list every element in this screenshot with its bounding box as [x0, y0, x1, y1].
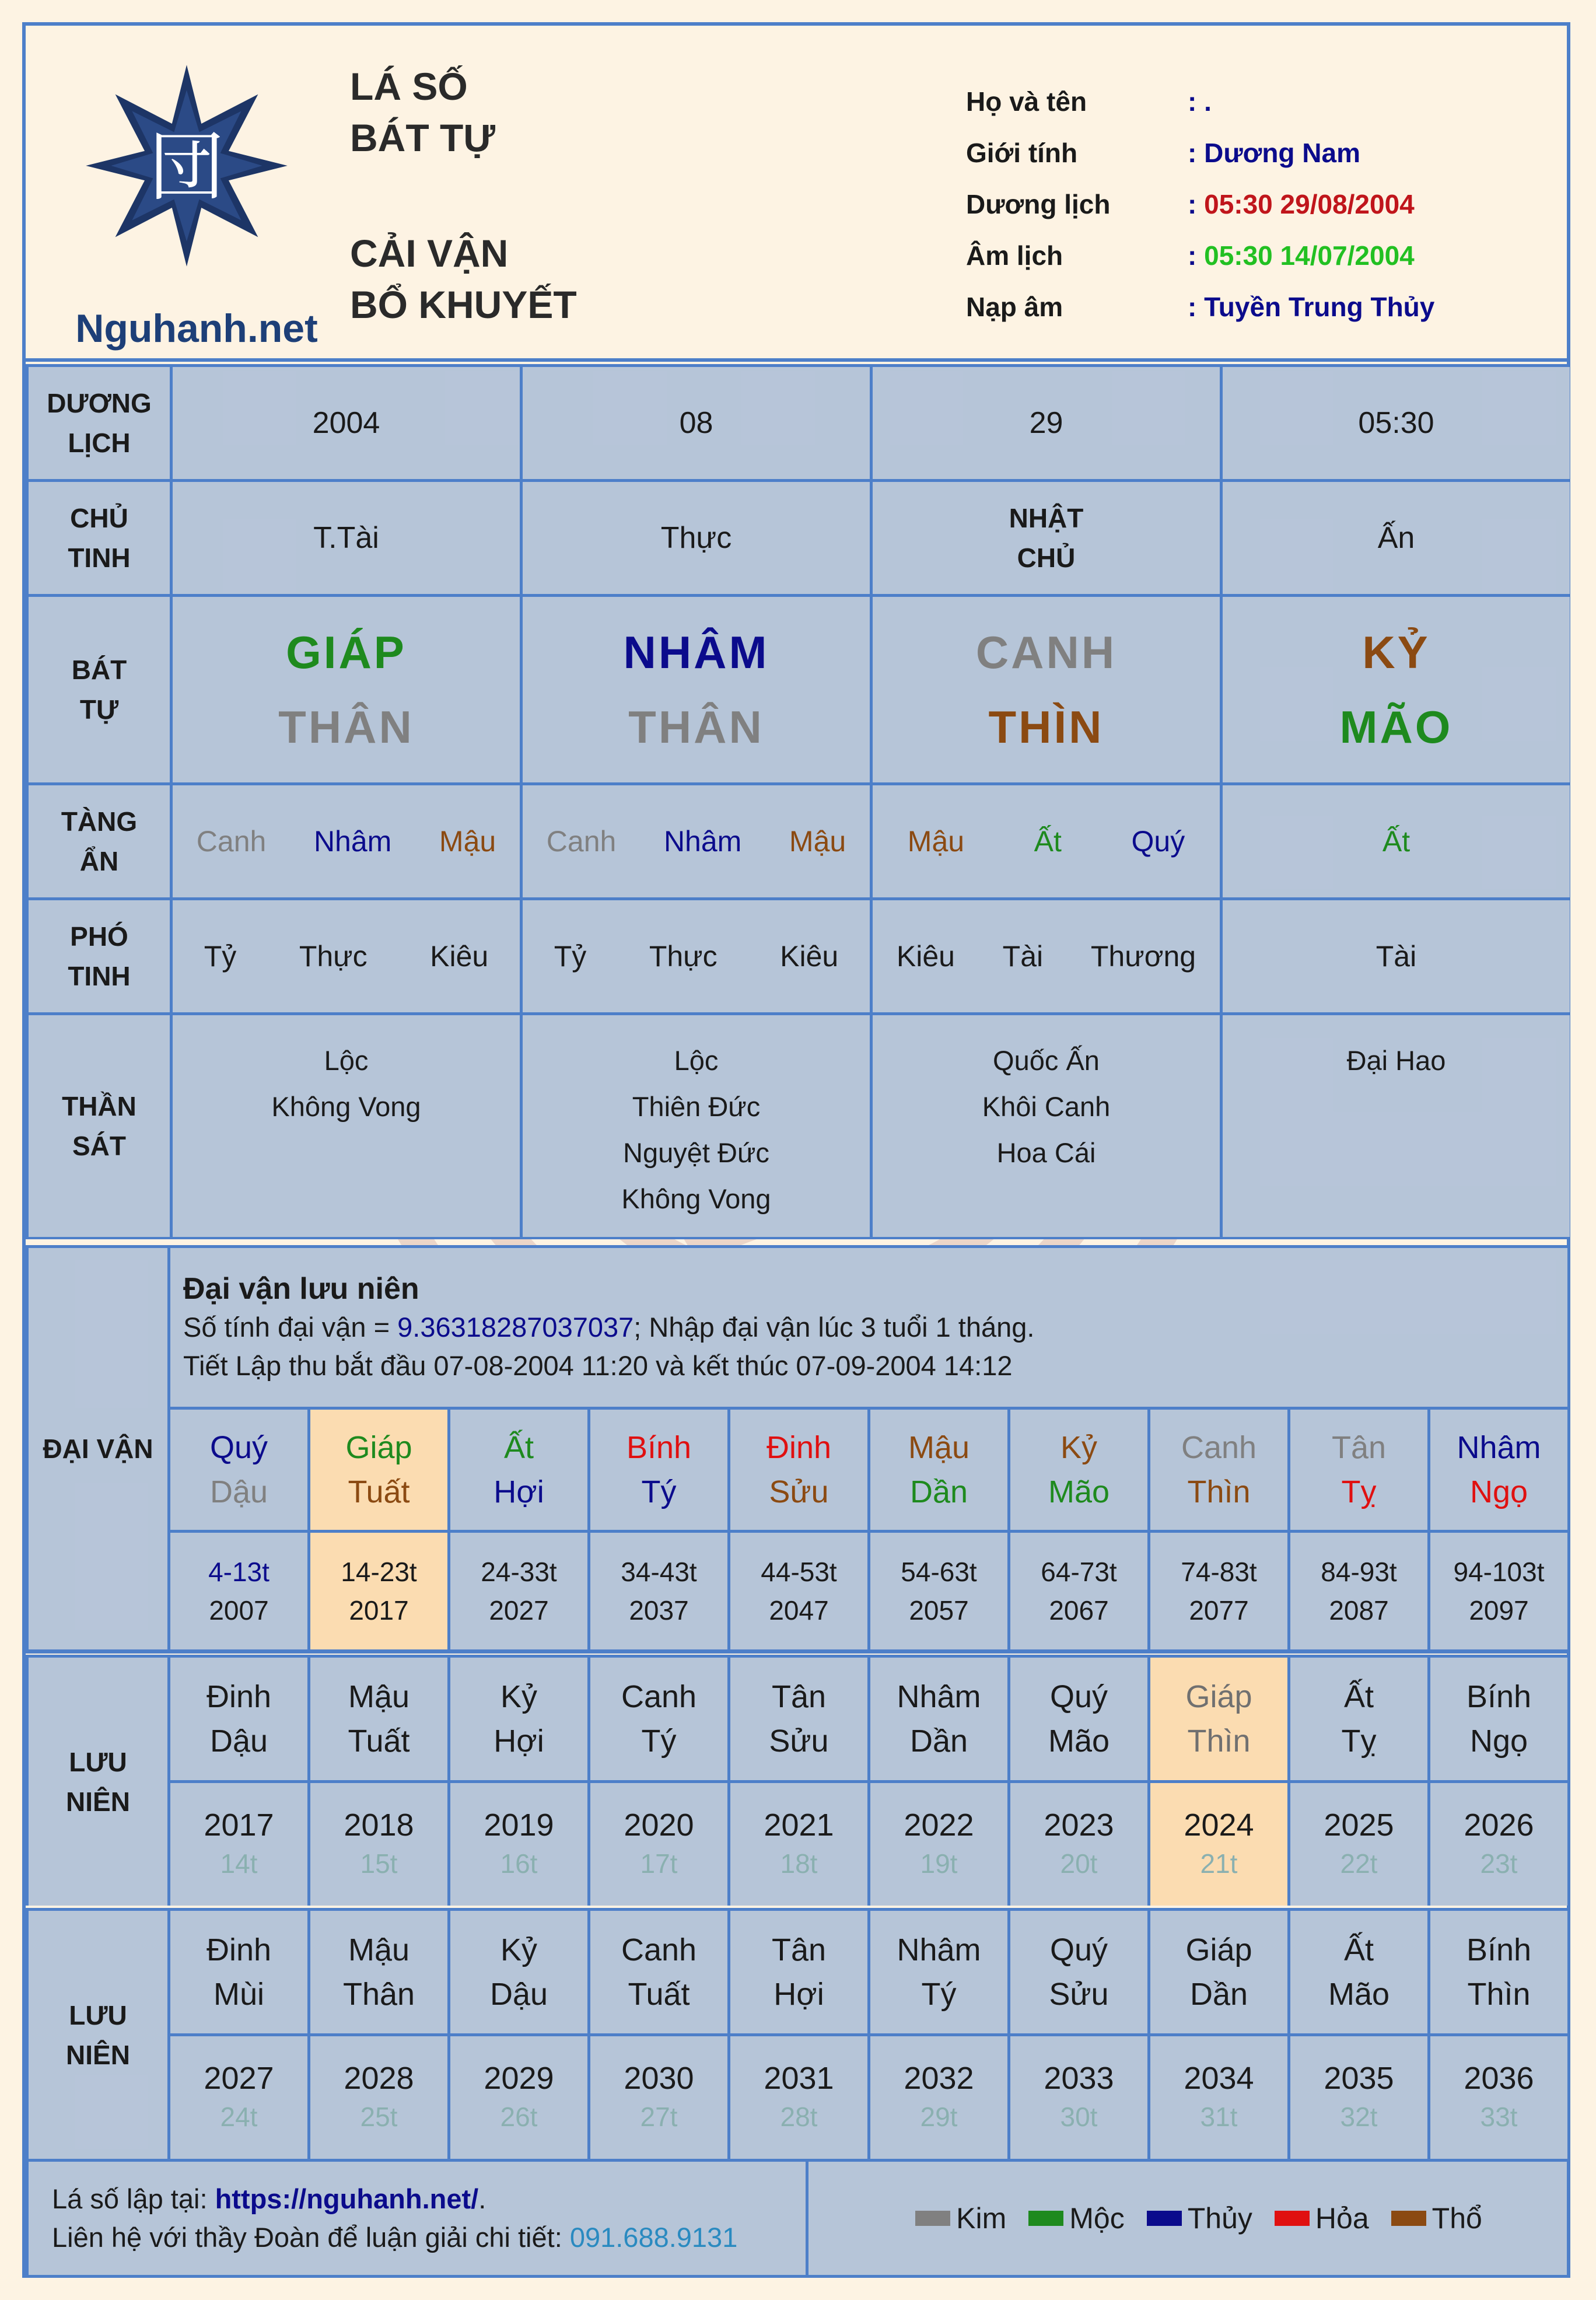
luu-nien-can: Bính: [1466, 1679, 1532, 1714]
title-line-3: CẢI VẬN: [350, 232, 509, 275]
dai-van-can: Kỷ: [1060, 1430, 1098, 1465]
dai-van-can: Mậu: [908, 1430, 970, 1465]
luu-nien-year-cell: [1290, 1783, 1427, 1906]
luu-nien-year: 2028: [344, 2061, 414, 2096]
dai-van-age-cell: [310, 1533, 447, 1649]
luu-nien-chi: Mùi: [213, 1977, 264, 2012]
legend-label: Mộc: [1069, 2202, 1125, 2235]
bat-tu-hour: KỶ MÃO: [1223, 597, 1570, 782]
footer-phone[interactable]: 091.688.9131: [569, 2222, 738, 2253]
luu-nien-age: 22t: [1340, 1848, 1378, 1879]
luu-nien-cell: [1010, 1658, 1147, 1780]
bat-tu-month: NHÂM THÂN: [523, 597, 870, 782]
luu-nien-year: 2036: [1464, 2061, 1534, 2096]
luu-nien-chi: Hợi: [774, 1977, 824, 2012]
luu-nien-can: Quý: [1049, 1679, 1108, 1714]
luu-nien-age: 17t: [640, 1848, 678, 1879]
dai-van-cell: [170, 1410, 307, 1530]
luu-nien-can: Canh: [621, 1679, 697, 1714]
luu-nien-year-cell: [450, 2036, 587, 2159]
luu-nien-age: 30t: [1060, 2102, 1098, 2132]
dai-van-title: Đại vận lưu niên: [183, 1272, 419, 1306]
label-bat-tu: BÁT TỰ: [29, 597, 170, 782]
luu-nien-year: 2023: [1044, 1808, 1114, 1843]
luu-nien-age: 29t: [920, 2102, 958, 2132]
luu-nien-age: 23t: [1480, 1848, 1518, 1879]
luu-nien-can: Nhâm: [897, 1932, 981, 1967]
label-pho-tinh: PHÓ TINH: [29, 900, 170, 1012]
dai-van-can: Ất: [503, 1430, 534, 1465]
label-luu-nien-2: LƯU NIÊN: [29, 1911, 167, 2159]
luu-nien-can: Ất: [1343, 1932, 1374, 1967]
luu-nien-year-cell: [1150, 2036, 1287, 2159]
luu-nien-year: 2017: [204, 1808, 274, 1843]
luu-nien-chi: Dậu: [209, 1724, 268, 1759]
legend-label: Kim: [956, 2202, 1007, 2235]
dai-van-cell: [730, 1410, 867, 1530]
luu-nien-cell: [870, 1911, 1007, 2033]
dai-van-line1: Số tính đại vận = 9.36318287037037; Nhập đại vận lúc 3 tuổi 1 tháng.: [183, 1312, 1035, 1343]
date-hour: 05:30: [1223, 367, 1570, 479]
luu-nien-cell: [1150, 1658, 1287, 1780]
dai-van-year: 2097: [1469, 1595, 1529, 1626]
label-chu-tinh: CHỦ TINH: [29, 482, 170, 594]
footer-text: [29, 2162, 806, 2275]
dai-van-line2: Tiết Lập thu bắt đầu 07-08-2004 11:20 và kết thúc 07-09-2004 14:12: [183, 1350, 1013, 1381]
lunar-colon: :: [1188, 240, 1197, 271]
dai-van-age: 14-23t: [341, 1557, 417, 1587]
luu-nien-chi: Dần: [1189, 1977, 1248, 2012]
luu-nien-chi: Tý: [921, 1977, 957, 2012]
luu-nien-table-1: [26, 1655, 1567, 1906]
dai-van-chi: Tý: [641, 1474, 677, 1509]
name-value: : .: [1188, 86, 1212, 117]
dai-van-age-cell: [1290, 1533, 1427, 1649]
luu-nien-year-cell: [310, 1783, 447, 1906]
gender-label: Giới tính: [966, 138, 1078, 168]
luu-nien-year-cell: [450, 1783, 587, 1906]
dai-van-age-cell: [870, 1533, 1007, 1649]
dai-van-cell: [1430, 1410, 1567, 1530]
dai-van-can: Canh: [1181, 1430, 1257, 1465]
luu-nien-year-cell: [1010, 1783, 1147, 1906]
dai-van-chi: Tỵ: [1341, 1474, 1377, 1509]
label-than-sat: THẦN SÁT: [29, 1015, 170, 1237]
dai-van-cell: [870, 1410, 1007, 1530]
luu-nien-age: 31t: [1200, 2102, 1238, 2132]
date-year: 2004: [173, 367, 520, 479]
luu-nien-year-cell: [590, 2036, 727, 2159]
luu-nien-cell: [1290, 1911, 1427, 2033]
luu-nien-cell: [170, 1658, 307, 1780]
footer-line2: Liên hệ với thầy Đoàn để luận giải chi tiết: 091.688.9131: [52, 2222, 738, 2253]
luu-nien-year-cell: [870, 1783, 1007, 1906]
luu-nien-can: Bính: [1466, 1932, 1532, 1967]
luu-nien-year: 2030: [624, 2061, 694, 2096]
dai-van-can: Đinh: [766, 1430, 832, 1465]
luu-nien-cell: [1430, 1911, 1567, 2033]
info-panel: [966, 76, 1434, 333]
napam-label: Nạp âm: [966, 292, 1063, 322]
tang-an-month: Canh Nhâm Mậu: [523, 785, 870, 897]
dai-van-age-cell: [1430, 1533, 1567, 1649]
luu-nien-chi: Tỵ: [1341, 1724, 1377, 1759]
luu-nien-cell: [590, 1658, 727, 1780]
legend-label: Thổ: [1432, 2202, 1482, 2235]
luu-nien-age: 26t: [500, 2102, 538, 2132]
luu-nien-can: Kỷ: [500, 1932, 538, 1967]
luu-nien-chi: Tuất: [628, 1977, 690, 2012]
tang-an-day: Mậu Ất Quý: [873, 785, 1220, 897]
luu-nien-age: 28t: [780, 2102, 818, 2132]
dai-van-chi: Thìn: [1187, 1474, 1251, 1509]
dai-van-age: 74-83t: [1181, 1557, 1257, 1587]
dai-van-cell: [450, 1410, 587, 1530]
label-tang-an: TÀNG ẨN: [29, 785, 170, 897]
dai-van-age-cell: [1010, 1533, 1147, 1649]
dai-van-age: 44-53t: [761, 1557, 837, 1587]
chu-tinh-hour: Ấn: [1223, 482, 1570, 594]
luu-nien-chi: Thìn: [1187, 1724, 1251, 1759]
luu-nien-year: 2022: [904, 1808, 974, 1843]
luu-nien-year-cell: [870, 2036, 1007, 2159]
than-sat-hour: Đại Hao: [1223, 1015, 1570, 1237]
chu-tinh-year: T.Tài: [173, 482, 520, 594]
dai-van-year: 2077: [1189, 1595, 1249, 1626]
luu-nien-can: Nhâm: [897, 1679, 981, 1714]
luu-nien-can: Đinh: [206, 1932, 272, 1967]
luu-nien-year-cell: [170, 2036, 307, 2159]
date-day: 29: [873, 367, 1220, 479]
dai-van-cell: [310, 1410, 447, 1530]
dai-van-year: 2017: [349, 1595, 409, 1626]
luu-nien-chi: Thìn: [1467, 1977, 1531, 2012]
dai-van-year: 2047: [769, 1595, 829, 1626]
dai-van-cell: [1290, 1410, 1427, 1530]
luu-nien-can: Tân: [771, 1679, 827, 1714]
luu-nien-chi: Tuất: [348, 1724, 410, 1759]
pho-tinh-hour: Tài: [1223, 900, 1570, 1012]
luu-nien-year-cell: [1010, 2036, 1147, 2159]
gender-value: : Dương Nam: [1188, 138, 1361, 168]
luu-nien-cell: [1010, 1911, 1147, 2033]
than-sat-day: Quốc Ấn Khôi Canh Hoa Cái: [873, 1015, 1220, 1237]
luu-nien-can: Đinh: [206, 1679, 272, 1714]
luu-nien-year: 2035: [1324, 2061, 1394, 2096]
footer: [26, 2159, 1567, 2278]
luu-nien-year: 2020: [624, 1808, 694, 1843]
dai-van-age: 54-63t: [901, 1557, 977, 1587]
luu-nien-year: 2033: [1044, 2061, 1114, 2096]
label-dai-van: ĐẠI VẬN: [29, 1248, 167, 1649]
luu-nien-chi: Dậu: [489, 1977, 548, 2012]
bat-tu-year: GIÁP THÂN: [173, 597, 520, 782]
dai-van-age: 34-43t: [621, 1557, 697, 1587]
dai-van-can: Bính: [626, 1430, 692, 1465]
luu-nien-year: 2027: [204, 2061, 274, 2096]
luu-nien-age: 18t: [780, 1848, 818, 1879]
dai-van-year: 2087: [1329, 1595, 1389, 1626]
luu-nien-age: 21t: [1200, 1848, 1238, 1879]
luu-nien-age: 32t: [1340, 2102, 1378, 2132]
luu-nien-can: Ất: [1343, 1679, 1374, 1714]
luu-nien-year: 2024: [1184, 1808, 1254, 1843]
dai-van-table: [26, 1245, 1567, 1654]
luu-nien-year-cell: [1430, 1783, 1567, 1906]
dai-van-chi: Hợi: [494, 1474, 544, 1509]
dai-van-chi: Dần: [909, 1474, 968, 1509]
luu-nien-cell: [310, 1911, 447, 2033]
dai-van-chi: Mão: [1048, 1474, 1110, 1509]
dai-van-cell: [1150, 1410, 1287, 1530]
luu-nien-year-cell: [730, 1783, 867, 1906]
luu-nien-age: 16t: [500, 1848, 538, 1879]
site-name[interactable]: Nguhanh.net: [75, 306, 318, 351]
solar-colon: :: [1188, 189, 1197, 219]
footer-url-link[interactable]: https://nguhanh.net/: [215, 2183, 479, 2214]
luu-nien-chi: Sửu: [1049, 1977, 1109, 2012]
luu-nien-year-cell: [1430, 2036, 1567, 2159]
legend-swatch-icon: [1275, 2211, 1310, 2226]
dai-van-year: 2057: [909, 1595, 969, 1626]
luu-nien-year: 2026: [1464, 1808, 1534, 1843]
luu-nien-table-2: [26, 1908, 1567, 2159]
luu-nien-chi: Tý: [641, 1724, 677, 1759]
dai-van-year: 2007: [209, 1595, 269, 1626]
pho-tinh-day: Kiêu Tài Thương: [873, 900, 1220, 1012]
luu-nien-chi: Mão: [1328, 1977, 1390, 2012]
dai-van-chi: Tuất: [348, 1474, 410, 1509]
luu-nien-age: 33t: [1480, 2102, 1518, 2132]
label-luu-nien-1: LƯU NIÊN: [29, 1658, 167, 1906]
dai-van-can: Nhâm: [1457, 1430, 1541, 1465]
luu-nien-chi: Dần: [909, 1724, 968, 1759]
dai-van-year: 2037: [629, 1595, 689, 1626]
dai-van-year: 2027: [489, 1595, 549, 1626]
dai-van-chi: Ngọ: [1469, 1474, 1528, 1509]
pho-tinh-year: Tỷ Thực Kiêu: [173, 900, 520, 1012]
luu-nien-year-cell: [170, 1783, 307, 1906]
luu-nien-cell: [450, 1658, 587, 1780]
legend-label: Hỏa: [1315, 2202, 1369, 2235]
dai-van-chi: Sửu: [769, 1474, 829, 1509]
luu-nien-year-cell: [1150, 1783, 1287, 1906]
dai-van-chi: Dậu: [209, 1474, 268, 1509]
chu-tinh-day: NHẬT CHỦ: [873, 482, 1220, 594]
luu-nien-cell: [730, 1658, 867, 1780]
legend-swatch-icon: [1147, 2211, 1182, 2226]
pillar-table: [26, 364, 1567, 1239]
title-line-1: LÁ SỐ: [350, 65, 468, 108]
dai-van-cell: [1010, 1410, 1147, 1530]
dai-van-age: 84-93t: [1321, 1557, 1397, 1587]
dai-van-age: 24-33t: [481, 1557, 557, 1587]
luu-nien-year: 2031: [764, 2061, 834, 2096]
dai-van-age-cell: [170, 1533, 307, 1649]
header-separator: [26, 358, 1567, 362]
legend: [808, 2162, 1567, 2275]
luu-nien-can: Mậu: [348, 1932, 410, 1967]
label-duong-lich: DƯƠNG LỊCH: [29, 367, 170, 479]
napam-value: : Tuyền Trung Thủy: [1188, 292, 1435, 322]
dai-van-can: Giáp: [345, 1430, 412, 1465]
dai-van-age: 64-73t: [1041, 1557, 1117, 1587]
than-sat-year: Lộc Không Vong: [173, 1015, 520, 1237]
luu-nien-cell: [310, 1658, 447, 1780]
luu-nien-age: 15t: [360, 1848, 398, 1879]
luu-nien-can: Tân: [771, 1932, 827, 1967]
luu-nien-year: 2034: [1184, 2061, 1254, 2096]
legend-swatch-icon: [1391, 2211, 1426, 2226]
footer-line1: Lá số lập tại: https://nguhanh.net/.: [52, 2183, 487, 2214]
title-line-2: BÁT TỰ: [350, 116, 496, 159]
name-label: Họ và tên: [966, 86, 1087, 117]
solar-value: 05:30 29/08/2004: [1196, 189, 1415, 219]
header: [26, 26, 1567, 358]
luu-nien-age: 25t: [360, 2102, 398, 2132]
solar-label: Dương lịch: [966, 189, 1111, 219]
chu-tinh-month: Thực: [523, 482, 870, 594]
luu-nien-year: 2029: [484, 2061, 554, 2096]
luu-nien-cell: [450, 1911, 587, 2033]
dai-van-age-cell: [1150, 1533, 1287, 1649]
luu-nien-cell: [730, 1911, 867, 2033]
dai-van-age-cell: [590, 1533, 727, 1649]
dai-van-age: 4-13t: [208, 1557, 270, 1587]
luu-nien-can: Giáp: [1185, 1932, 1252, 1967]
date-month: 08: [523, 367, 870, 479]
luu-nien-cell: [590, 1911, 727, 2033]
luu-nien-can: Canh: [621, 1932, 697, 1967]
than-sat-month: Lộc Thiên Đức Nguyệt Đức Không Vong: [523, 1015, 870, 1237]
luu-nien-can: Quý: [1049, 1932, 1108, 1967]
star-logo-icon: [82, 61, 292, 271]
dai-van-age: 94-103t: [1453, 1557, 1545, 1587]
luu-nien-cell: [1150, 1911, 1287, 2033]
logo-char: 団: [149, 123, 225, 211]
luu-nien-year: 2032: [904, 2061, 974, 2096]
bat-tu-day: CANH THÌN: [873, 597, 1220, 782]
luu-nien-cell: [170, 1911, 307, 2033]
luu-nien-cell: [1290, 1658, 1427, 1780]
luu-nien-age: 20t: [1060, 1848, 1098, 1879]
tang-an-year: Canh Nhâm Mậu: [173, 785, 520, 897]
luu-nien-chi: Thân: [342, 1977, 415, 2012]
luu-nien-chi: Ngọ: [1469, 1724, 1528, 1759]
dai-van-info: [170, 1248, 1567, 1407]
luu-nien-age: 27t: [640, 2102, 678, 2132]
luu-nien-year: 2019: [484, 1808, 554, 1843]
dai-van-can: Tân: [1331, 1430, 1387, 1465]
legend-swatch-icon: [915, 2211, 950, 2226]
luu-nien-year-cell: [730, 2036, 867, 2159]
luu-nien-year-cell: [1290, 2036, 1427, 2159]
lunar-value: 05:30 14/07/2004: [1196, 240, 1415, 271]
luu-nien-can: Giáp: [1185, 1679, 1252, 1714]
dai-van-cell: [590, 1410, 727, 1530]
luu-nien-year: 2021: [764, 1808, 834, 1843]
luu-nien-chi: Hợi: [494, 1724, 544, 1759]
luu-nien-age: 24t: [220, 2102, 258, 2132]
luu-nien-age: 14t: [220, 1848, 258, 1879]
tang-an-hour: Ất: [1223, 785, 1570, 897]
luu-nien-chi: Mão: [1048, 1724, 1110, 1759]
pho-tinh-month: Tỷ Thực Kiêu: [523, 900, 870, 1012]
luu-nien-age: 19t: [920, 1848, 958, 1879]
dai-van-age-cell: [730, 1533, 867, 1649]
luu-nien-can: Kỷ: [500, 1679, 538, 1714]
legend-label: Thủy: [1187, 2202, 1252, 2235]
luu-nien-year: 2018: [344, 1808, 414, 1843]
luu-nien-cell: [870, 1658, 1007, 1780]
dai-van-age-cell: [450, 1533, 587, 1649]
luu-nien-can: Mậu: [348, 1679, 410, 1714]
luu-nien-cell: [1430, 1658, 1567, 1780]
dai-van-can: Quý: [209, 1430, 268, 1465]
luu-nien-year: 2025: [1324, 1808, 1394, 1843]
title-line-4: BỔ KHUYẾT: [350, 283, 577, 326]
luu-nien-year-cell: [590, 1783, 727, 1906]
luu-nien-chi: Sửu: [769, 1724, 829, 1759]
lunar-label: Âm lịch: [966, 240, 1063, 271]
legend-swatch-icon: [1028, 2211, 1063, 2226]
dai-van-year: 2067: [1049, 1595, 1109, 1626]
luu-nien-year-cell: [310, 2036, 447, 2159]
